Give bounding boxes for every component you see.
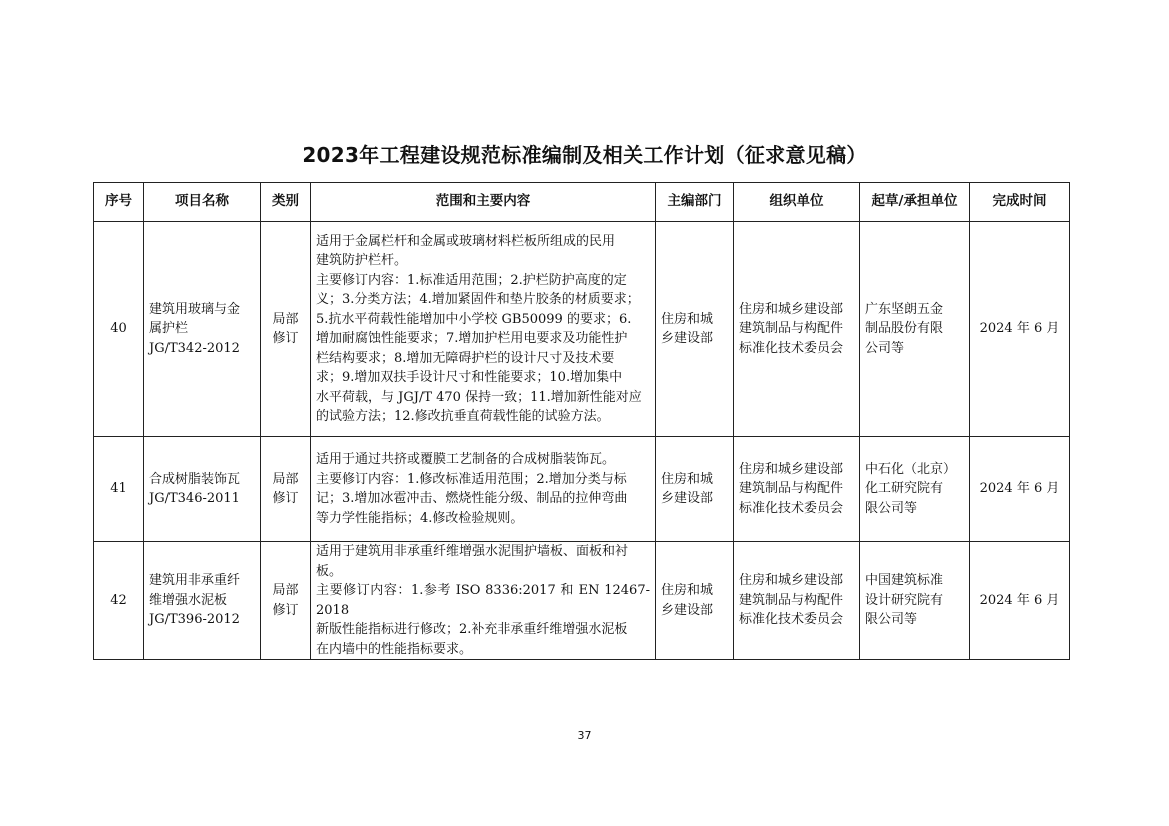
header-dept: 主编部门 (656, 183, 734, 222)
cell-deadline: 2024 年 6 月 (970, 542, 1070, 660)
org-line: 标准化技术委员会 (739, 612, 844, 628)
cell-drafter (860, 437, 970, 542)
header-seq: 序号 (94, 183, 144, 222)
type-line: 局部 (272, 471, 299, 487)
type-line: 修订 (272, 602, 299, 618)
drafter-line: 中国建筑标准 (865, 573, 944, 589)
drafter-line: 制品股份有限 (865, 321, 944, 337)
scope-line: 主要修订内容：1.标准适用范围；2.护栏防护高度的定 (316, 272, 627, 288)
header-type: 类别 (261, 183, 311, 222)
name-line: 属护栏 (149, 321, 189, 337)
drafter-line: 化工研究院有 (865, 481, 944, 497)
scope-line: 建筑防护栏杆。 (316, 253, 408, 268)
scope-line: 义；3.分类方法；4.增加紧固件和垫片胶条的材质要求； (316, 292, 640, 307)
cell-org (734, 542, 860, 660)
name-line: 建筑用玻璃与金 (149, 301, 241, 317)
dept-line: 住房和城 (661, 311, 714, 327)
scope-line: 等力学性能指标；4.修改检验规则。 (316, 510, 524, 526)
cell-dept (656, 222, 734, 437)
header-drafter: 起草/承担单位 (860, 183, 970, 222)
scope-line: 适用于建筑用非承重纤维增强水泥围护墙板、面板和衬 (316, 544, 629, 559)
org-line: 住房和城乡建设部 (739, 461, 844, 477)
cell-deadline: 2024 年 6 月 (970, 222, 1070, 437)
org-line: 建筑制品与构配件 (739, 592, 844, 608)
scope-line: 适用于通过共挤或覆膜工艺制备的合成树脂装饰瓦。 (316, 452, 616, 467)
scope-line: 主要修订内容：1.修改标准适用范围；2.增加分类与标 (316, 471, 627, 487)
name-line: JG/T396-2012 (149, 612, 240, 628)
scope-line: 栏结构要求；8.增加无障碍护栏的设计尺寸及技术要 (316, 350, 615, 366)
scope-line: 适用于金属栏杆和金属或玻璃材料栏板所组成的民用 (316, 233, 616, 249)
scope-line: 增加耐腐蚀性能要求；7.增加护栏用电要求及功能性护 (316, 331, 628, 346)
type-line: 修订 (272, 491, 299, 506)
org-line: 住房和城乡建设部 (739, 301, 844, 317)
type-line: 局部 (272, 583, 299, 598)
scope-line: 的试验方法；12.修改抗垂直荷载性能的试验方法。 (316, 409, 610, 424)
cell-type (261, 437, 311, 542)
scope-line: 求；9.增加双扶手设计尺寸和性能要求；10.增加集中 (316, 370, 623, 385)
dept-line: 乡建设部 (661, 331, 714, 346)
cell-name (144, 542, 261, 660)
cell-drafter (860, 222, 970, 437)
scope-line: 在内墙中的性能指标要求。 (316, 641, 473, 657)
cell-seq: 42 (94, 542, 144, 660)
dept-line: 乡建设部 (661, 491, 714, 506)
table-header-row (94, 183, 1070, 222)
drafter-line: 中石化（北京） (865, 461, 957, 477)
cell-scope (311, 222, 656, 437)
type-line: 局部 (272, 311, 299, 327)
drafter-line: 设计研究院有 (865, 592, 944, 608)
document-title: 2023年工程建设规范标准编制及相关工作计划（征求意见稿） (302, 143, 867, 167)
cell-type (261, 542, 311, 660)
org-line: 标准化技术委员会 (739, 500, 844, 516)
scope-line: 5.抗水平荷载性能增加中小学校 GB50099 的要求；6. (316, 311, 632, 327)
name-line: 建筑用非承重纤 (149, 573, 241, 589)
cell-name (144, 437, 261, 542)
cell-deadline: 2024 年 6 月 (970, 437, 1070, 542)
header-deadline: 完成时间 (970, 183, 1070, 222)
name-line: JG/T342-2012 (149, 340, 240, 356)
org-line: 建筑制品与构配件 (739, 481, 844, 497)
cell-dept (656, 542, 734, 660)
drafter-line: 限公司等 (865, 612, 918, 628)
cell-seq: 40 (94, 222, 144, 437)
table-row (94, 542, 1070, 660)
org-line: 住房和城乡建设部 (739, 573, 844, 589)
cell-type (261, 222, 311, 437)
header-org: 组织单位 (734, 183, 860, 222)
cell-dept (656, 437, 734, 542)
cell-seq: 41 (94, 437, 144, 542)
dept-line: 住房和城 (661, 471, 714, 487)
org-line: 标准化技术委员会 (739, 340, 844, 356)
header-name: 项目名称 (144, 183, 261, 222)
name-line: 合成树脂装饰瓦 (149, 471, 241, 487)
org-line: 建筑制品与构配件 (739, 321, 844, 337)
cell-org (734, 437, 860, 542)
cell-scope (311, 542, 656, 660)
drafter-line: 公司等 (865, 340, 905, 356)
table-row (94, 222, 1070, 437)
header-scope: 范围和主要内容 (311, 183, 656, 222)
cell-org (734, 222, 860, 437)
scope-line: 记；3.增加冰雹冲击、燃烧性能分级、制品的拉伸弯曲 (316, 491, 628, 506)
scope-line: 水平荷载，与 JGJ/T 470 保持一致；11.增加新性能对应 (316, 389, 642, 405)
page-number: 37 (577, 729, 592, 742)
table-row (94, 437, 1070, 542)
cell-scope (311, 437, 656, 542)
cell-drafter (860, 542, 970, 660)
dept-line: 乡建设部 (661, 602, 714, 618)
drafter-line: 限公司等 (865, 500, 918, 516)
work-plan-table (93, 182, 1070, 660)
name-line: JG/T346-2011 (149, 491, 240, 506)
type-line: 修订 (272, 331, 299, 346)
dept-line: 住房和城 (661, 583, 714, 598)
scope-line: 新版性能指标进行修改；2.补充非承重纤维增强水泥板 (316, 622, 628, 637)
cell-name (144, 222, 261, 437)
scope-line: 板。 (316, 563, 343, 579)
scope-line: 主要修订内容：1.参考 ISO 8336:2017 和 EN 12467-2018 (316, 583, 650, 618)
drafter-line: 广东坚朗五金 (865, 301, 944, 317)
name-line: 维增强水泥板 (149, 592, 228, 608)
